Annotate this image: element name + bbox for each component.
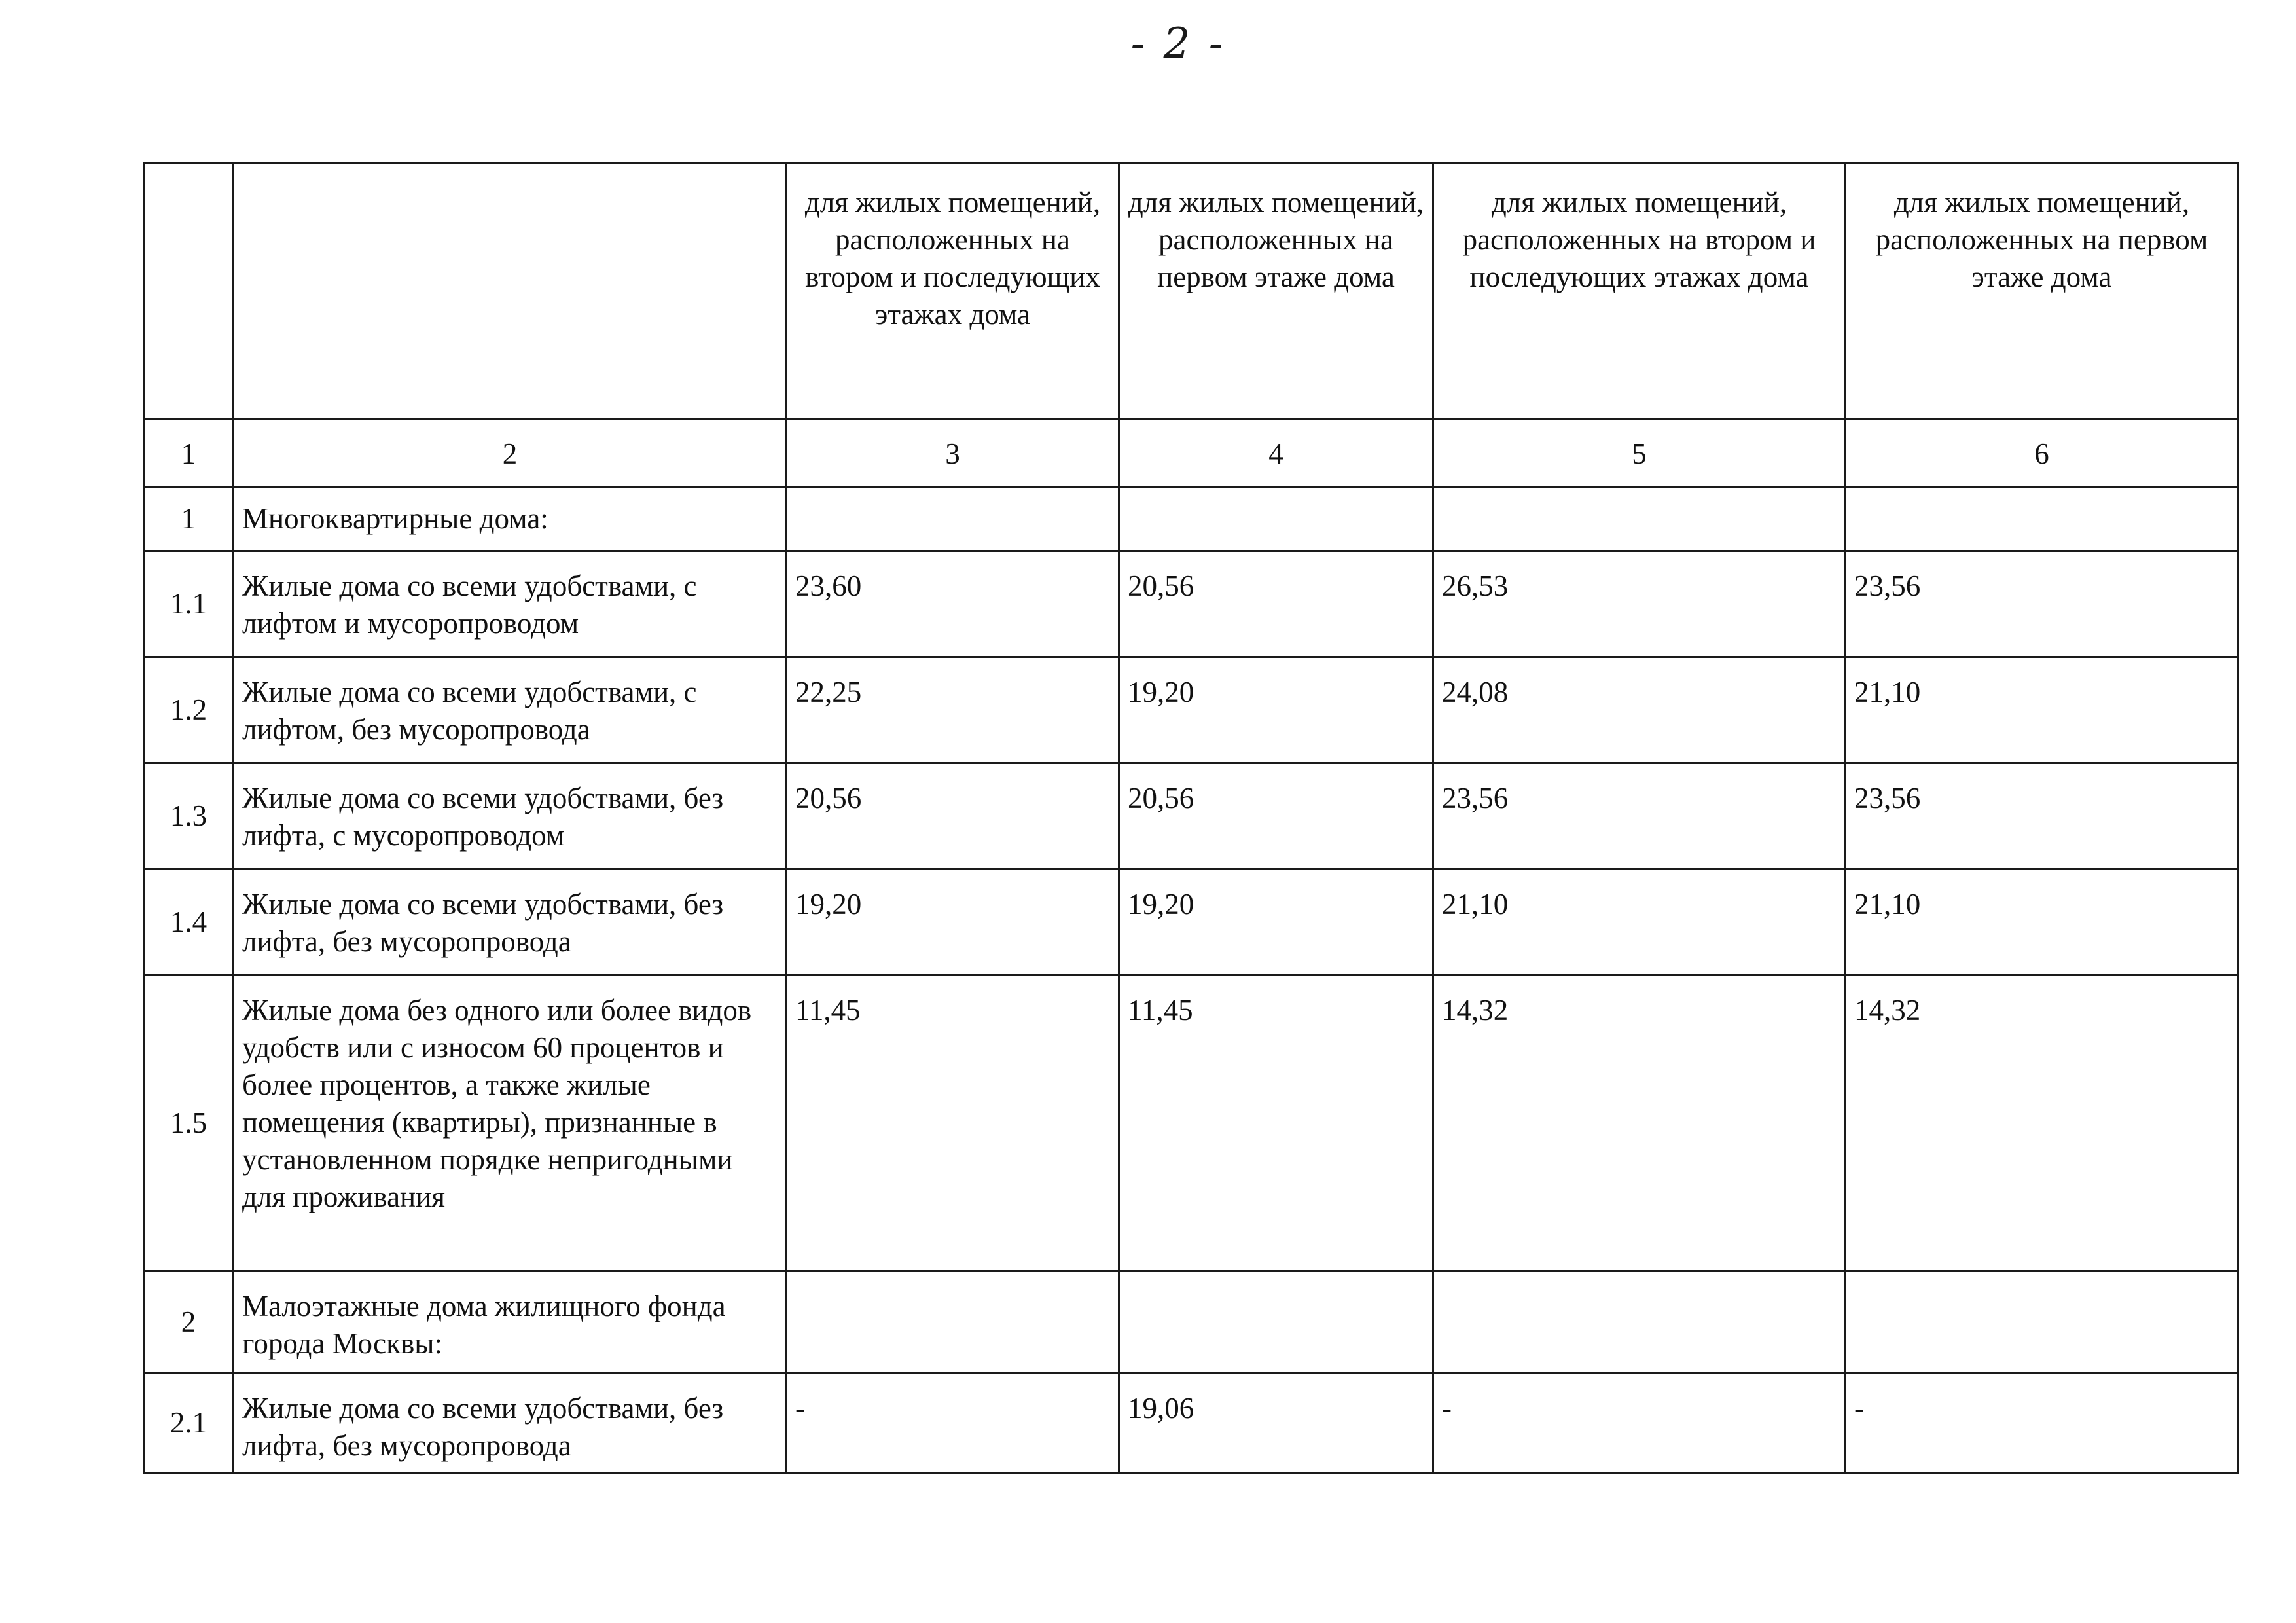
value-cell xyxy=(787,1271,1119,1374)
table-row xyxy=(144,551,2238,657)
value-cell xyxy=(1433,487,1846,551)
value-cell: 20,56 xyxy=(1119,763,1433,869)
row-number: 1.5 xyxy=(144,976,234,1271)
value-cell: - xyxy=(1433,1374,1846,1473)
value-cell xyxy=(1119,487,1433,551)
value-cell: 20,56 xyxy=(787,763,1119,869)
value-cell: 21,10 xyxy=(1846,869,2238,976)
column-index-row xyxy=(144,419,2238,487)
value-cell: 23,56 xyxy=(1846,551,2238,657)
header-cell-2 xyxy=(234,164,787,419)
table-row xyxy=(144,976,2238,1271)
table-row xyxy=(144,657,2238,763)
row-name: Малоэтажные дома жилищного фонда города Москвы: xyxy=(234,1271,787,1374)
value-cell: 23,56 xyxy=(1433,763,1846,869)
row-name: Жилые дома со всеми удобствами, с лифтом и мусоропроводом xyxy=(234,551,787,657)
table-row xyxy=(144,1374,2238,1473)
row-number: 1.1 xyxy=(144,551,234,657)
table-header-row xyxy=(144,164,2238,419)
row-name: Жилые дома со всеми удобствами, без лифта, без мусоропровода xyxy=(234,1374,787,1473)
header-cell-3: для жилых помещений, расположенных на втором и последующих этажах дома xyxy=(787,164,1119,419)
value-cell: 20,56 xyxy=(1119,551,1433,657)
row-number: 1.2 xyxy=(144,657,234,763)
column-index: 5 xyxy=(1433,419,1846,487)
table-row xyxy=(144,763,2238,869)
table-row xyxy=(144,1271,2238,1374)
column-index: 2 xyxy=(234,419,787,487)
value-cell: 24,08 xyxy=(1433,657,1846,763)
header-cell-4: для жилых помещений, расположенных на первом этаже дома xyxy=(1119,164,1433,419)
table-row xyxy=(144,869,2238,976)
value-cell: 11,45 xyxy=(1119,976,1433,1271)
row-name: Жилые дома со всеми удобствами, без лифта, с мусоропроводом xyxy=(234,763,787,869)
row-name: Многоквартирные дома: xyxy=(234,487,787,551)
header-cell-1 xyxy=(144,164,234,419)
value-cell: - xyxy=(787,1374,1119,1473)
value-cell: 19,20 xyxy=(787,869,1119,976)
table-row xyxy=(144,487,2238,551)
value-cell: 11,45 xyxy=(787,976,1119,1271)
row-number: 2 xyxy=(144,1271,234,1374)
column-index: 1 xyxy=(144,419,234,487)
header-cell-6: для жилых помещений, расположенных на первом этаже дома xyxy=(1846,164,2238,419)
column-index: 4 xyxy=(1119,419,1433,487)
row-number: 2.1 xyxy=(144,1374,234,1473)
value-cell: 14,32 xyxy=(1846,976,2238,1271)
value-cell: 26,53 xyxy=(1433,551,1846,657)
value-cell: 23,56 xyxy=(1846,763,2238,869)
column-index: 3 xyxy=(787,419,1119,487)
value-cell: 14,32 xyxy=(1433,976,1846,1271)
row-name: Жилые дома со всеми удобствами, без лифта, без мусоропровода xyxy=(234,869,787,976)
row-name: Жилые дома без одного или более видов удобств или с износом 60 процентов и более процентов, а также жилые помещения (квартиры), признанные в установленном порядке непригодными для проживания xyxy=(234,976,787,1271)
row-number: 1 xyxy=(144,487,234,551)
column-index: 6 xyxy=(1846,419,2238,487)
value-cell xyxy=(1846,487,2238,551)
value-cell: 21,10 xyxy=(1846,657,2238,763)
value-cell: 22,25 xyxy=(787,657,1119,763)
row-number: 1.4 xyxy=(144,869,234,976)
value-cell: - xyxy=(1846,1374,2238,1473)
value-cell xyxy=(1433,1271,1846,1374)
value-cell xyxy=(1119,1271,1433,1374)
value-cell: 19,20 xyxy=(1119,869,1433,976)
header-cell-5: для жилых помещений, расположенных на втором и последующих этажах дома xyxy=(1433,164,1846,419)
row-name: Жилые дома со всеми удобствами, с лифтом, без мусоропровода xyxy=(234,657,787,763)
value-cell xyxy=(787,487,1119,551)
value-cell xyxy=(1846,1271,2238,1374)
value-cell: 21,10 xyxy=(1433,869,1846,976)
tariff-table xyxy=(143,162,2239,1474)
row-number: 1.3 xyxy=(144,763,234,869)
value-cell: 23,60 xyxy=(787,551,1119,657)
value-cell: 19,06 xyxy=(1119,1374,1433,1473)
value-cell: 19,20 xyxy=(1119,657,1433,763)
page-number: - 2 - xyxy=(1130,20,1226,68)
